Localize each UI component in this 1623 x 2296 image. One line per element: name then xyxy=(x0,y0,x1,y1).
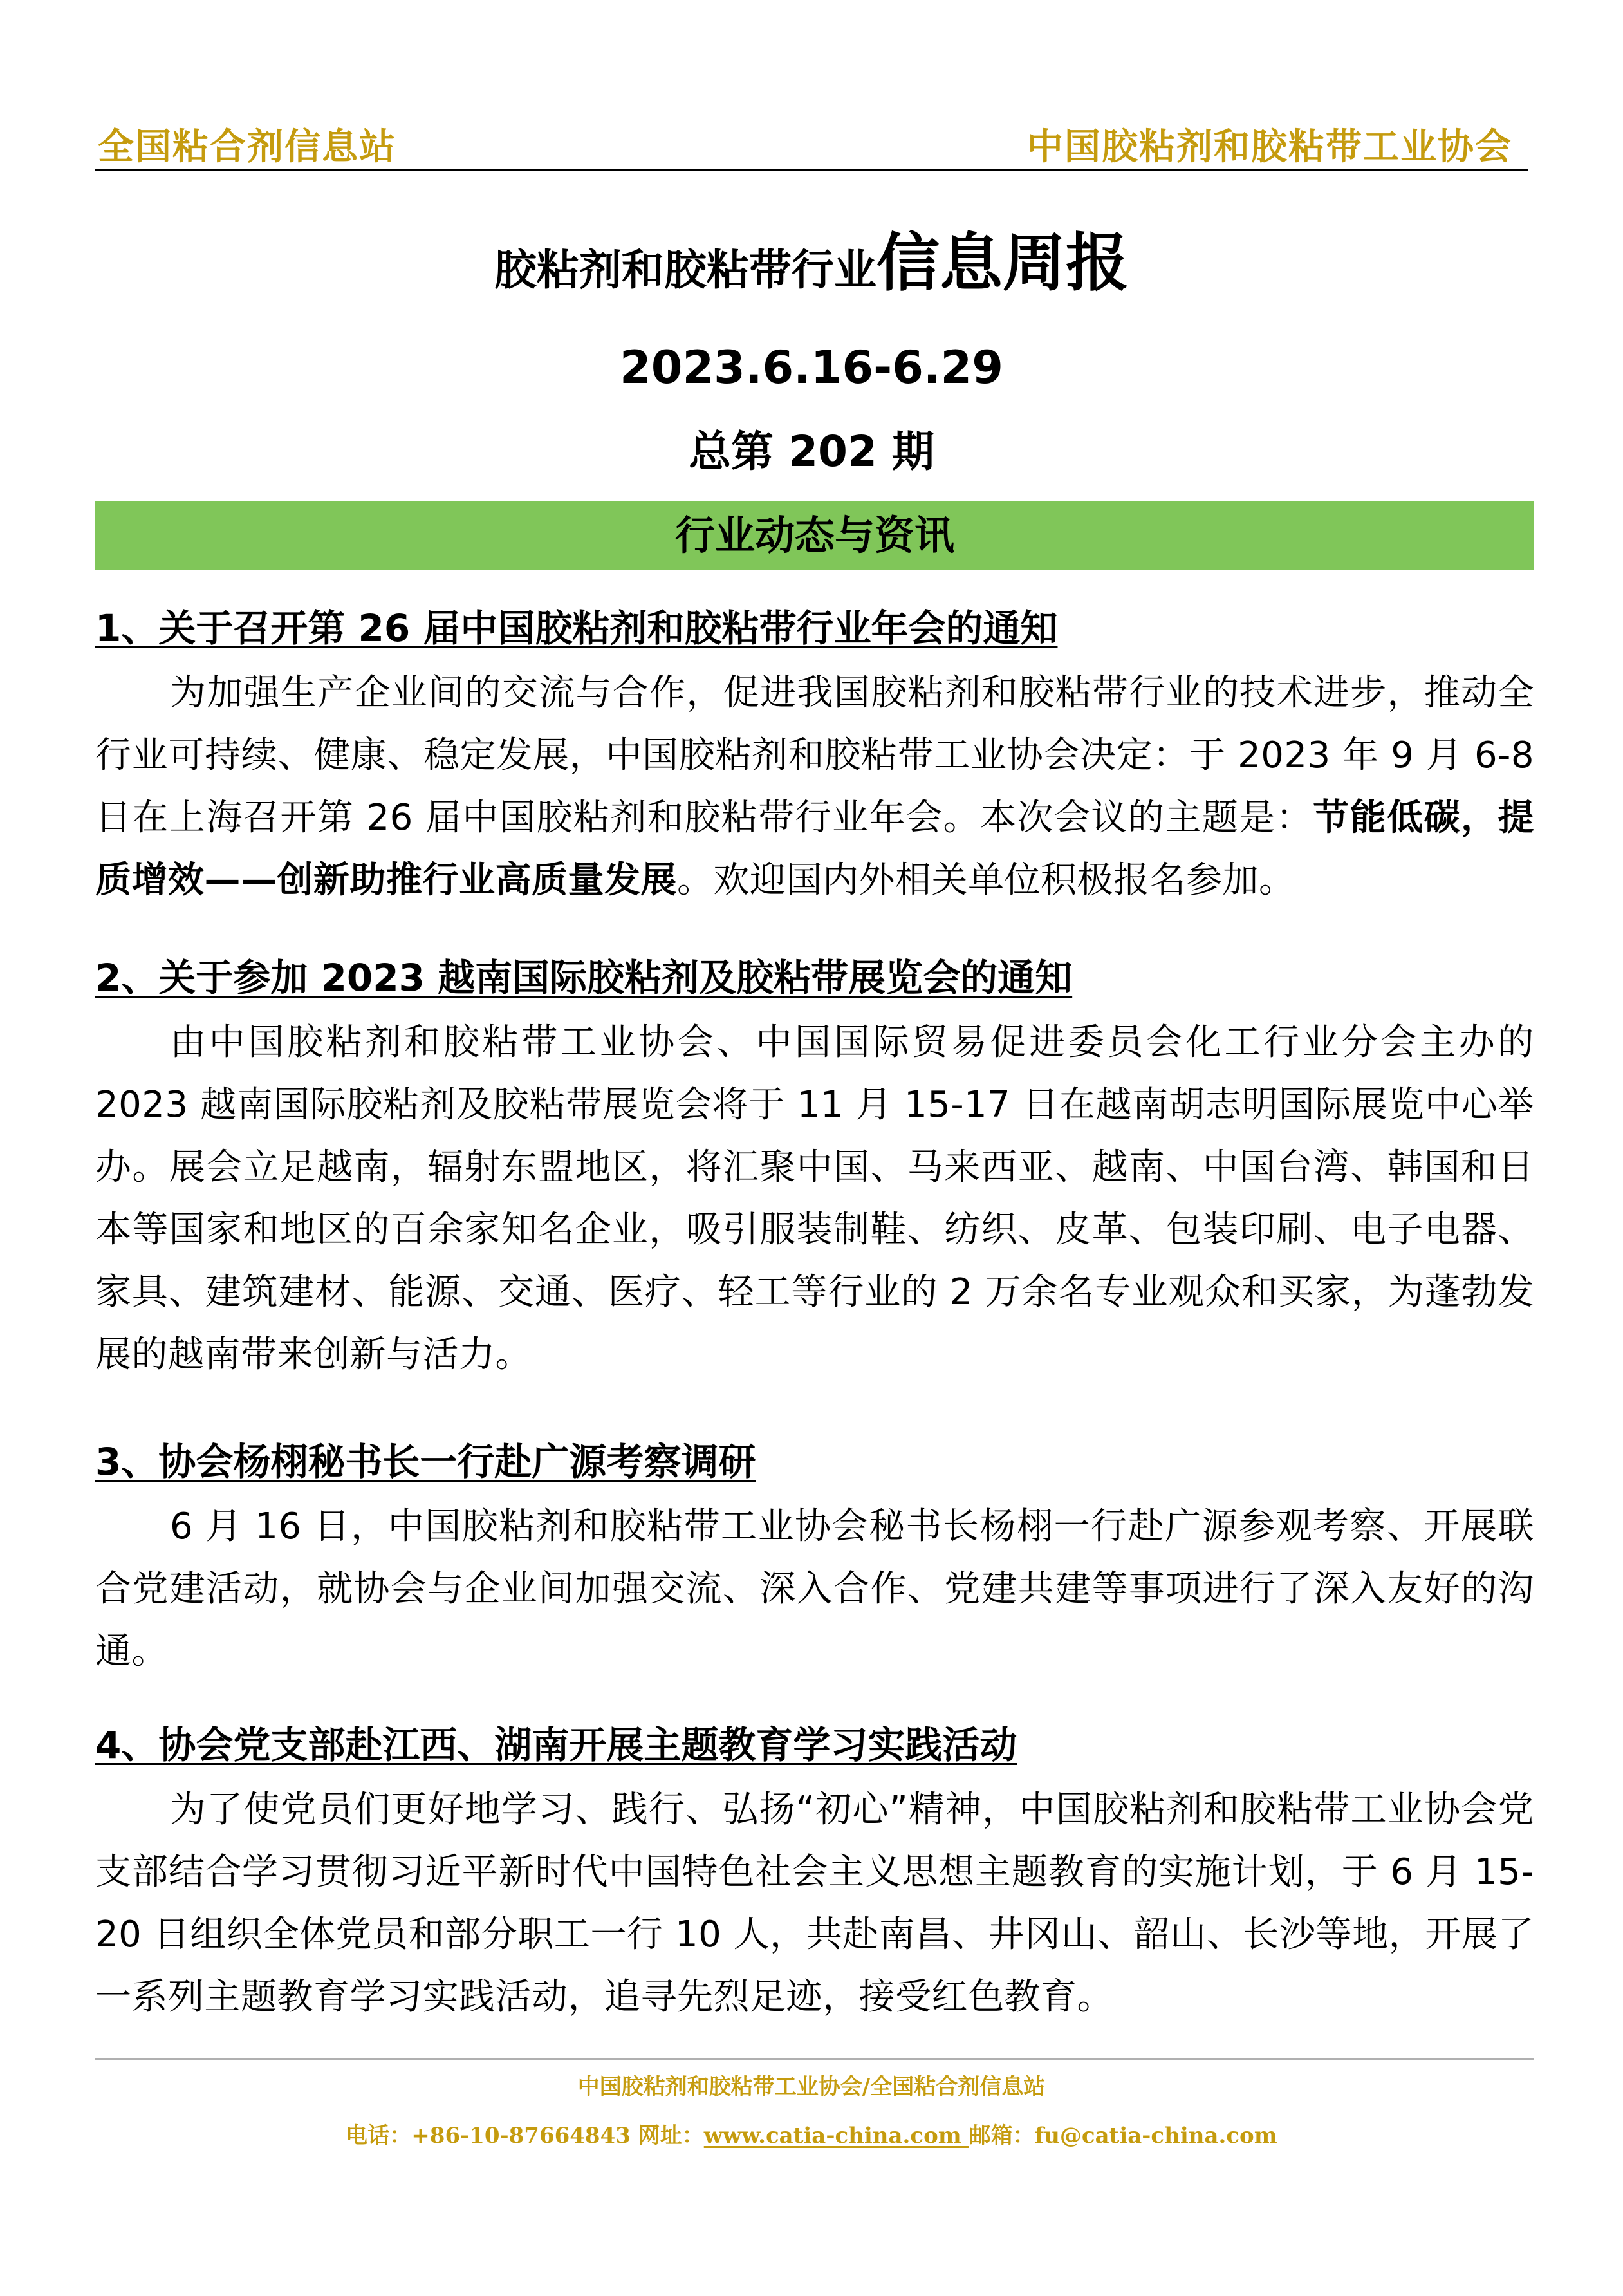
news-heading-3: 3、协会杨栩秘书长一行赴广源考察调研 xyxy=(95,1440,756,1484)
news-item-3 xyxy=(95,1437,1534,1683)
news-body-3: 6 月 16 日，中国胶粘剂和胶粘带工业协会秘书长杨栩一行赴广源参观考察、开展联合党建活动，就协会与企业间加强交流、深入合作、党建共建等事项进行了深入友好的沟通。 xyxy=(95,1506,1534,1672)
page-header xyxy=(95,109,1528,171)
section-banner: 行业动态与资讯 xyxy=(95,501,1534,570)
news-body-1-text-end: 。欢迎国内外相关单位积极报名参加。 xyxy=(677,859,1295,901)
news-body-1-theme: 节能低碳，提质增效——创新助推行业高质量发展 xyxy=(95,797,1535,901)
header-left-title: 全国粘合剂信息站 xyxy=(98,126,396,168)
footer-phone: 电话：+86-10-87664843 网址： xyxy=(346,2123,704,2149)
footer-email: 邮箱：fu@catia-china.com xyxy=(969,2123,1277,2149)
footer-contact xyxy=(0,2118,1623,2149)
news-body-1-text: 为加强生产企业间的交流与合作，促进我国胶粘剂和胶粘带行业的技术进步，推动全行业可持续、健康、稳定发展，中国胶粘剂和胶粘带工业协会决定：于 2023 年 9 月 6-8 日在上海召开第 26 届中国胶粘剂和胶粘带行业年会。本次会议的主题是： xyxy=(95,672,1534,839)
news-heading-4: 4、协会党支部赴江西、湖南开展主题教育学习实践活动 xyxy=(95,1723,1017,1767)
document-title xyxy=(0,212,1623,303)
issue-number: 总第 202 期 xyxy=(689,427,934,476)
title-prefix: 胶粘剂和胶粘带行业 xyxy=(494,245,876,295)
news-body-1 xyxy=(95,662,1534,911)
title-main: 信息周报 xyxy=(876,227,1129,300)
news-heading-1: 1、关于召开第 26 届中国胶粘剂和胶粘带行业年会的通知 xyxy=(95,606,1058,650)
news-item-4 xyxy=(95,1721,1534,2028)
footer-website-link[interactable]: www.catia-china.com xyxy=(703,2123,969,2149)
footer-organization: 中国胶粘剂和胶粘带工业协会/全国粘合剂信息站 xyxy=(577,2074,1046,2100)
footer-divider xyxy=(95,2058,1534,2060)
news-item-2 xyxy=(95,953,1534,1386)
news-heading-2: 2、关于参加 2023 越南国际胶粘剂及胶粘带展览会的通知 xyxy=(95,956,1073,1000)
news-body-4: 为了使党员们更好地学习、践行、弘扬“初心”精神，中国胶粘剂和胶粘带工业协会党支部结合学习贯彻习近平新时代中国特色社会主义思想主题教育的实施计划，于 6 月 15-20 日组织全体党员和部分职工一行 10 人，共赴南昌、井冈山、韶山、长沙等地，开展了一系列主题教育学习实践活动，追寻先烈足迹，接受红色教育。 xyxy=(95,1789,1534,2018)
news-body-2: 由中国胶粘剂和胶粘带工业协会、中国国际贸易促进委员会化工行业分会主办的 2023 越南国际胶粘剂及胶粘带展览会将于 11 月 15-17 日在越南胡志明国际展览中心举办。展会立足越南，辐射东盟地区，将汇聚中国、马来西亚、越南、中国台湾、韩国和日本等国家和地区的百余家知名企业，吸引服装制鞋、纺织、皮革、包装印刷、电子电器、家具、建筑建材、能源、交通、医疗、轻工等行业的 2 万余名专业观众和买家，为蓬勃发展的越南带来创新与活力。 xyxy=(95,1022,1534,1376)
issue-date: 2023.6.16-6.29 xyxy=(620,341,1003,394)
news-item-1 xyxy=(95,604,1534,911)
header-right-title: 中国胶粘剂和胶粘带工业协会 xyxy=(1027,126,1512,168)
